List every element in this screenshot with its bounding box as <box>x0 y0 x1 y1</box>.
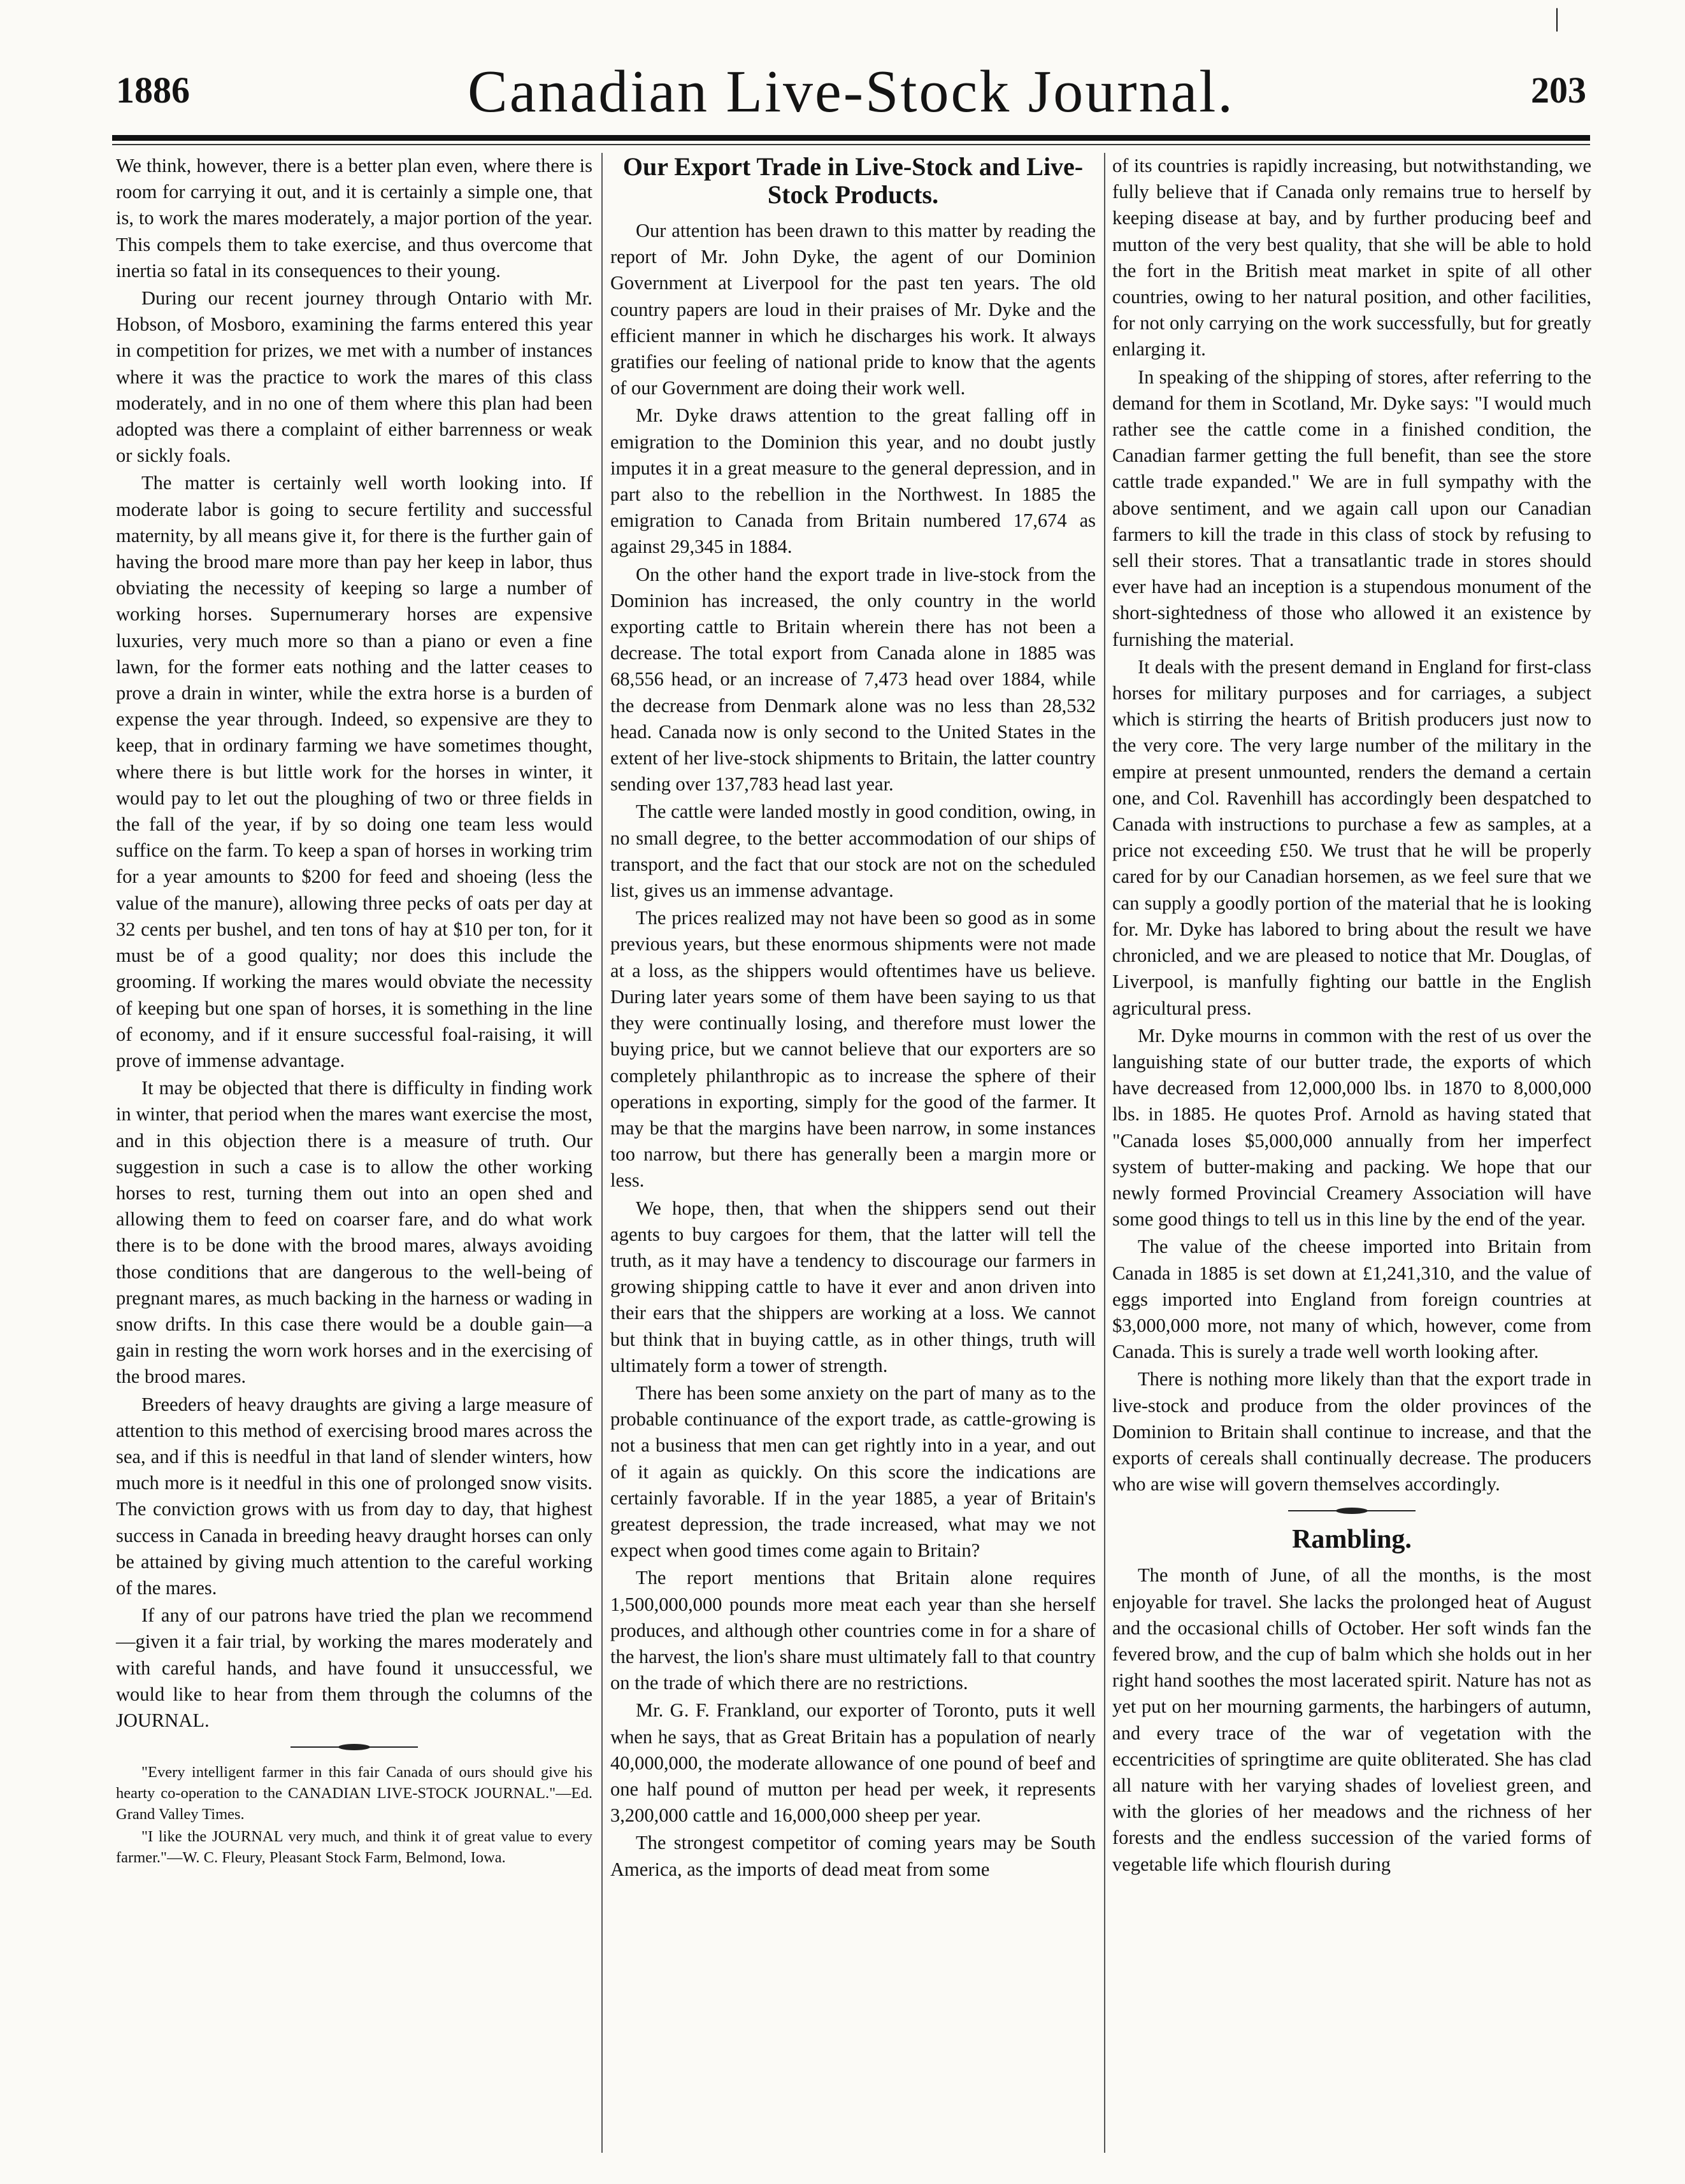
article-paragraph: Mr. Dyke draws attention to the great falling off in emigration to the Dominion this year, and no doubt justly imputes it in a great measure to the general depression, and in part also to the rebellion in the Northwest. In 1885 the emigration to Canada from Britain numbered 17,674 as against 29,345 in 1884. <box>610 404 1096 558</box>
article-paragraph: The value of the cheese imported into Britain from Canada in 1885 is set down at £1,241,310, and the value of eggs imported into England from foreign countries at $3,000,000 more, not many of which, however, come from Canada. This is surely a trade well worth looking after. <box>1112 1236 1591 1363</box>
article-paragraph: of its countries is rapidly increasing, but notwithstanding, we fully believe that if Canada only remains true to herself by keeping disease at bay, and by further producing beef and mutton of the very best quality, that she will be able to hold the fort in the British meat market in spite of all other countries, owing to her natural position, and other facilities, for not only carrying on the work successfully, but for greatly enlarging it. <box>1112 155 1591 360</box>
column-1 <box>116 153 592 1869</box>
masthead-title: Canadian Live-Stock Journal. <box>468 59 1235 125</box>
article-paragraph: There has been some anxiety on the part of many as to the probable continuance of the export trade, as cattle-growing is not a business that men can get rightly into in a year, and out of it again as quickly. On this score the indications are certainly favorable. If in the year 1885, a year of Britain's greatest depression, the trade increased, what may we not expect when good times come again to Britain? <box>610 1381 1096 1562</box>
article-paragraph: In speaking of the shipping of stores, after referring to the demand for them in Scotland, Mr. Dyke says: "I would much rather see the cattle come in a finished condition, the Canadian farmer getting the full benefit, than see the store cattle trade expanded." We are in full sympathy with the above sentiment, and we again call upon our Canadian farmers to kill the trade in this class of stock by refusing to sell their stores. That a transatlantic trade in stores should ever have had an inception is a stupendous monument of the short-sightedness of those who allowed it an existence by furnishing the material. <box>1112 366 1591 650</box>
section-divider <box>290 1740 418 1754</box>
article-paragraph: The cattle were landed mostly in good condition, owing, in no small degree, to the better accommodation of our ships of transport, and the fact that our stock are not on the scheduled list, gives us an immense advantage. <box>610 801 1096 902</box>
column-2 <box>610 153 1096 1884</box>
header-rule-thick <box>112 135 1590 141</box>
article-paragraph: We think, however, there is a better plan even, where there is room for carrying it out, and it is certainly a simple one, that is, to work the mares moderately, a major portion of the year. This compels them to take exercise, and thus overcome that inertia so fatal in its consequences to their young. <box>116 155 592 282</box>
article-paragraph: The report mentions that Britain alone requires 1,500,000,000 pounds more meat each year than she herself produces, and although other countries come in for a share of the harvest, the lion's share must ultimately fall to that country on the trade of which there are no restrictions. <box>610 1567 1096 1694</box>
article-paragraph: It deals with the present demand in England for first-class horses for military purposes and for carriages, a subject which is stirring the hearts of British producers just now to the very core. The very large number of the military in the empire at present unmounted, renders the demand a certain one, and Col. Ravenhill has accordingly been despatched to Canada with instructions to purchase a few as samples, at a price not exceeding £50. We trust that he will be properly cared for by our Canadian horsemen, as we feel sure that we can supply a goodly portion of the material that he is looking for. Mr. Dyke has labored to bring about the result we have chronicled, and we are pleased to notice that Mr. Douglas, of Liverpool, is manfully fighting our battle in the English agricultural press. <box>1112 655 1591 1019</box>
article-paragraph: Mr. Dyke mourns in common with the rest of us over the languishing state of our butter trade, the exports of which have decreased from 12,000,000 lbs. in 1870 to 8,000,000 lbs. in 1885. He quotes Prof. Arnold as having stated that "Canada loses $5,000,000 annually from her imperfect system of butter-making and packing. We hope that our newly formed Provincial Creamery Association will have some good things to tell us in this line by the end of the year. <box>1112 1024 1591 1231</box>
column-3 <box>1112 153 1591 1879</box>
article-paragraph: Mr. G. F. Frankland, our exporter of Toronto, puts it well when he says, that as Great Britain has a population of nearly 40,000,000, the moderate allowance of one pound of beef and one half pound of mutton per head per week, it represents 3,200,000 cattle and 16,000,000 sheep per year. <box>610 1699 1096 1827</box>
column-divider-1 <box>601 153 603 2153</box>
header-rule-thin <box>112 144 1590 145</box>
article-paragraph: It may be objected that there is difficulty in finding work in winter, that period when the mares want exercise the most, and in this objection there is a measure of truth. Our suggestion in such a case is to allow the other working horses to rest, turning them out into an open shed and allowing them to feed on coarser fare, and do what work there is to be done with the brood mares, always avoiding those conditions that are dangerous to the well-being of pregnant mares, as much backing in the harness or wading in snow drifts. In this case there would be a double gain—a gain in resting the worn work horses and in the exercising of the brood mares. <box>116 1077 592 1388</box>
article-heading-rambling: Rambling. <box>1292 1525 1412 1555</box>
corner-mark: | <box>1554 3 1560 32</box>
page-header <box>112 59 1590 134</box>
article-paragraph: If any of our patrons have tried the plan we recommend—given it a fair trial, by working the mares moderately and with careful hands, and have found it unsuccessful, we would like to hear from them through the columns of the JOURNAL. <box>116 1604 592 1731</box>
column-divider-2 <box>1104 153 1105 2153</box>
article-paragraph: During our recent journey through Ontario with Mr. Hobson, of Mosboro, examining the farms entered this year in competition for prizes, we met with a number of instances where it was the practice to work the mares of this class moderately, and in no one of them where this plan had been adopted was there a complaint of either barrenness or weak or sickly foals. <box>116 287 592 467</box>
testimonial-note: "Every intelligent farmer in this fair Canada of ours should give his hearty co-operation to the CANADIAN LIVE-STOCK JOURNAL."—Ed. Grand Valley Times. <box>116 1764 592 1824</box>
article-paragraph: There is nothing more likely than that the export trade in live-stock and produce from the older provinces of the Dominion to Britain shall continue to increase, and that the exports of cereals shall continually decrease. The producers who are wise will govern themselves accordingly. <box>1112 1368 1591 1495</box>
article-paragraph: The strongest competitor of coming years may be South America, as the imports of dead meat from some <box>610 1832 1096 1880</box>
article-paragraph: On the other hand the export trade in live-stock from the Dominion has increased, the only country in the world exporting cattle to Britain wherein there has not been a decrease. The total export from Canada alone in 1885 was 68,556 head, or an increase of 7,473 head over 1884, while the decrease from Denmark alone was no less than 28,532 head. Canada now is only second to the United States in the extent of her live-stock shipments to Britain, the latter country sending over 137,783 head last year. <box>610 563 1096 796</box>
article-paragraph: The matter is certainly well worth looking into. If moderate labor is going to secure fertility and successful maternity, by all means give it, for there is the further gain of having the brood mare more than pay her keep in labor, thus obviating the necessity of keeping so large a number of working horses. Supernumerary horses are expensive luxuries, very much more so than a piano or even a fine lawn, for the former eats nothing and the latter ceases to prove a drain in winter, while the extra horse is a burden of expense the year through. Indeed, so expensive are they to keep, that in ordinary farming we have sometimes thought, where there is but little work for the horses in winter, it would pay to let out the ploughing of two or three fields in the fall of the year, if by so doing one team less would suffice on the farm. To keep a span of horses in working trim for a year amounts to $200 for feed and shoeing (less the value of the manure), allowing three pecks of oats per day at 32 cents per bushel, and ten tons of hay at $10 per ton, for it must be of a good quality; nor does this include the grooming. If working the mares would obviate the necessity of keeping but one span of horses, it is something in the line of economy, and if it ensure successful foal-raising, it will prove of immense advantage. <box>116 472 592 1071</box>
article-paragraph: Our attention has been drawn to this matter by reading the report of Mr. John Dyke, the agent of our Dominion Government at Liverpool for the past ten years. The old country papers are loud in their praises of Mr. Dyke and the efficient manner in which he discharges his work. It always gratifies our feeling of national pride to know that the agents of our Government are doing their work well. <box>610 220 1096 399</box>
section-divider <box>1288 1504 1416 1518</box>
page-number: 203 <box>1531 69 1586 111</box>
article-heading-export-trade: Our Export Trade in Live-Stock and Live-Stock Products. <box>622 152 1084 209</box>
article-paragraph: The month of June, of all the months, is the most enjoyable for travel. She lacks the prolonged heat of August and the occasional chills of October. Her soft winds fan the fevered brow, and the cup of balm which she holds out in her right hand soothes the most lacerated spirit. Nature has not as yet put on her mourning garments, the harbingers of autumn, and every trace of the war of vegetation with the eccentricities of springtime are quite obliterated. She has clad all nature with her varying shades of loveliest green, and with the glories of her meadows and the richness of her forests and the endless succession of the varied forms of vegetable life which flourish during <box>1112 1564 1591 1875</box>
article-paragraph: The prices realized may not have been so good as in some previous years, but these enormous shipments were not made at a loss, as the shippers would oftentimes have us believe. During later years some of them have been saying to us that they were continually losing, and therefore must lower the buying price, but we cannot believe that our exporters are so completely philanthropic as to increase the sphere of their operations in exporting, simply for the good of the farmer. It may be that the margins have been narrow, in some instances too narrow, but there has generally been a margin more or less. <box>610 907 1096 1192</box>
testimonial-note: "I like the JOURNAL very much, and think it of great value to every farmer."—W. C. Fleury, Pleasant Stock Farm, Belmond, Iowa. <box>116 1828 592 1867</box>
article-paragraph: We hope, then, that when the shippers send out their agents to buy cargoes for them, that the latter will tell the truth, as it may have a tendency to discourage our farmers in growing shipping cattle to have it ever and anon driven into their ears that the shippers are working at a loss. We cannot but think that in buying cattle, as in other things, truth will ultimately form a tower of strength. <box>610 1197 1096 1376</box>
header-year: 1886 <box>116 69 190 111</box>
article-paragraph: Breeders of heavy draughts are giving a large measure of attention to this method of exercising brood mares across the sea, and if this is needful in that land of slender winters, how much more is it needful in this one of prolonged snow visits. The conviction grows with us from day to day, that highest success in Canada in breeding heavy draught horses can only be attained by giving much attention to the careful working of the mares. <box>116 1393 592 1599</box>
